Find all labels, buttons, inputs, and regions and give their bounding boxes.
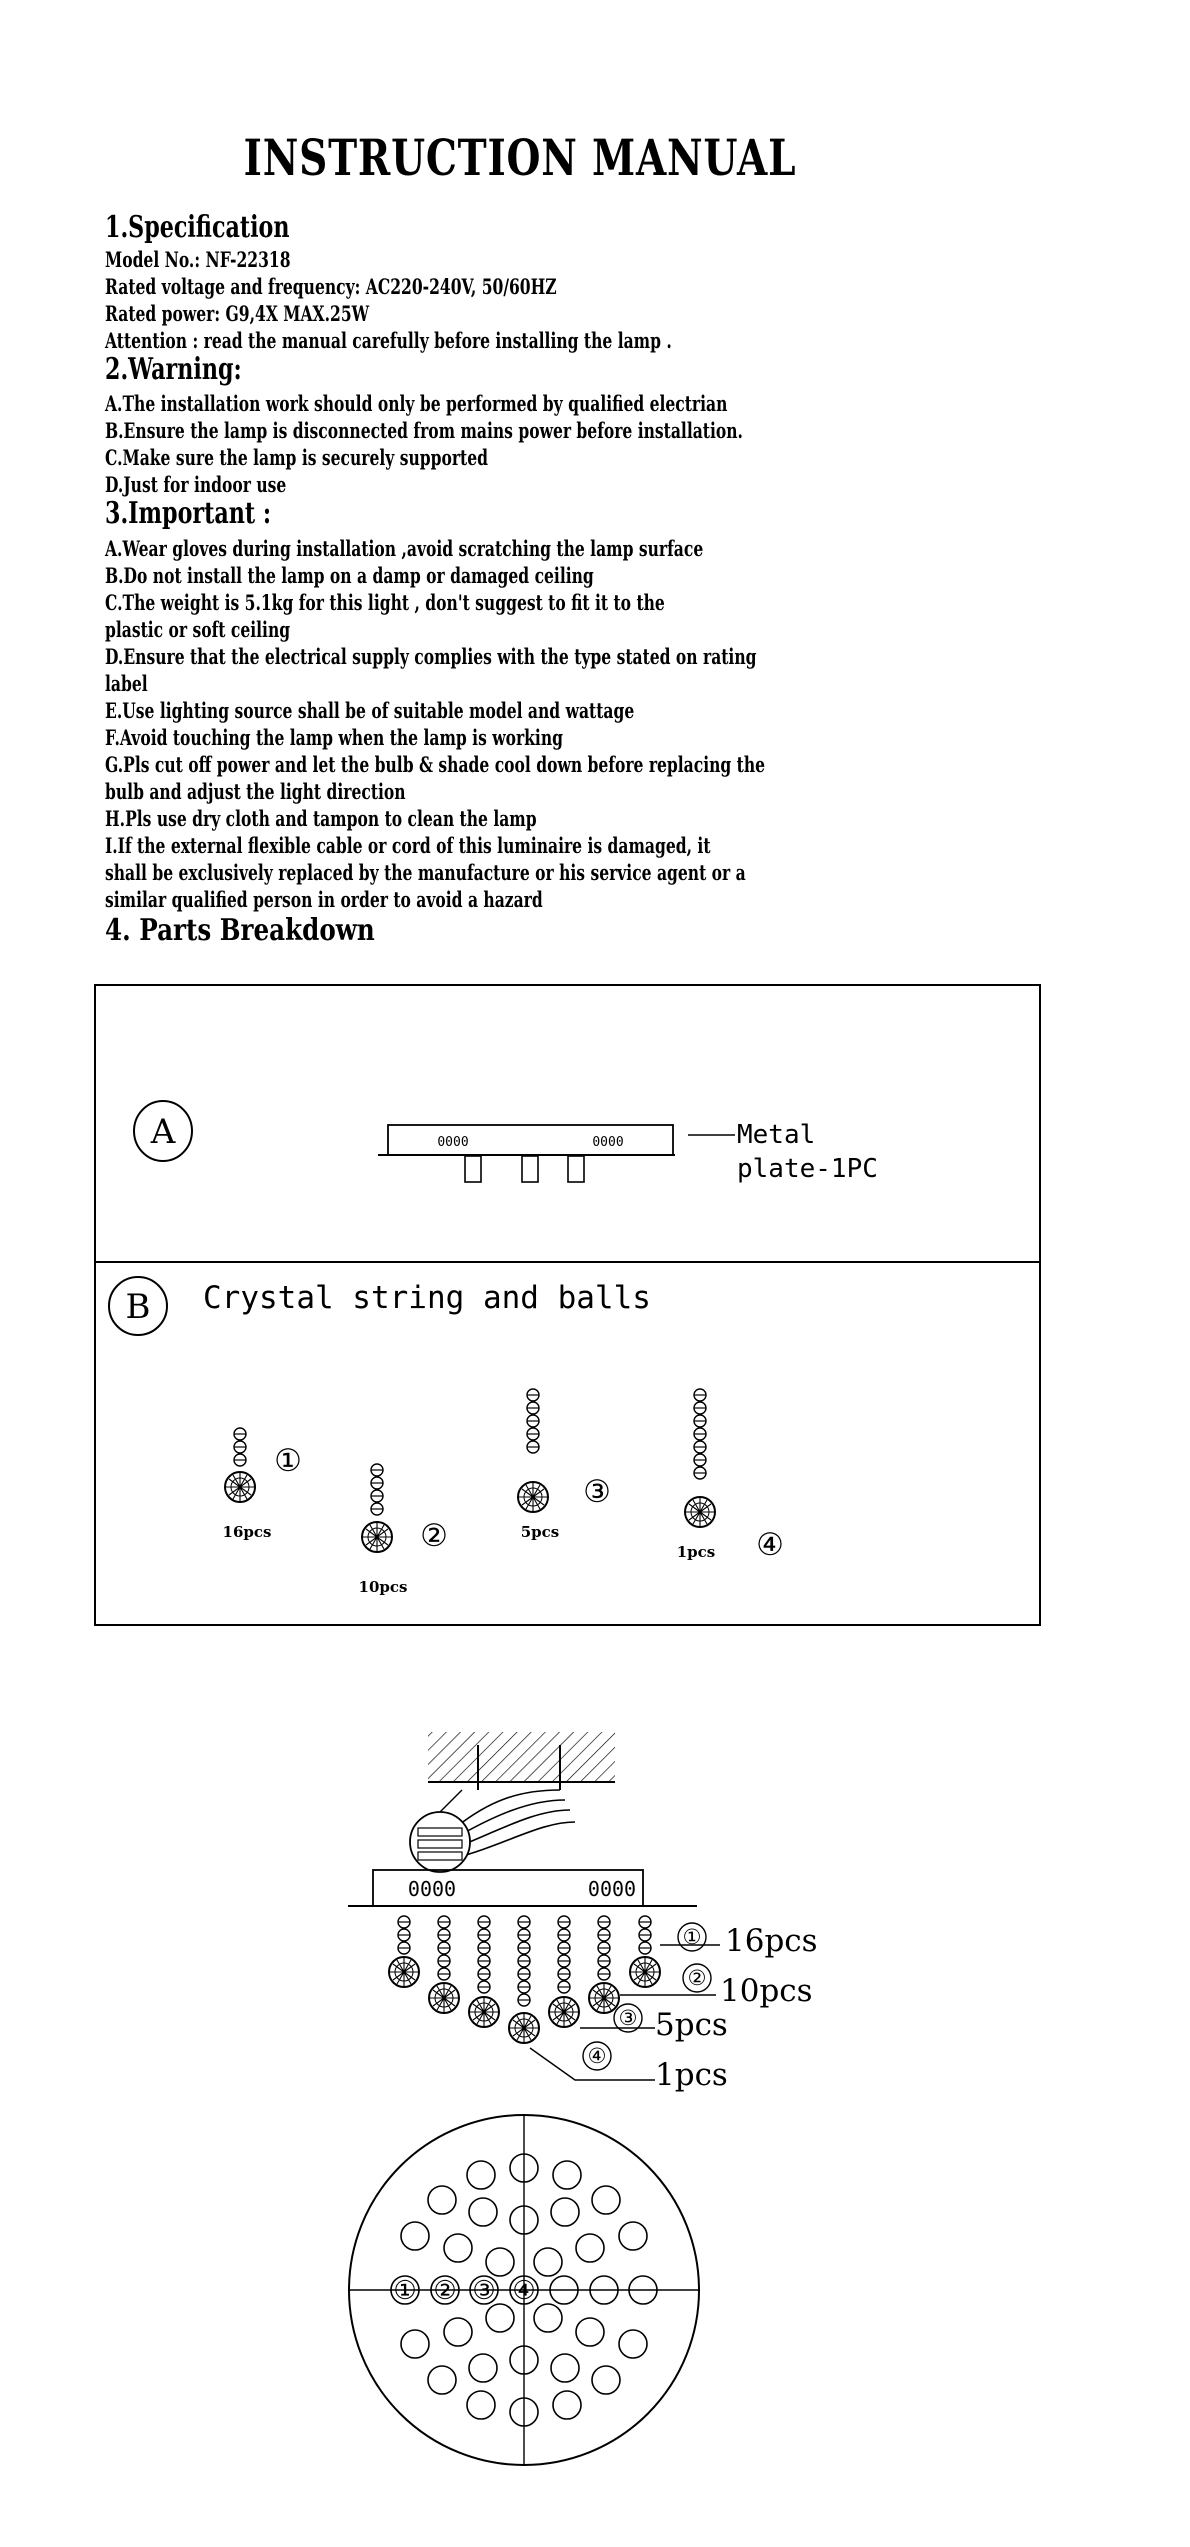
item-3-qty: 5pcs: [520, 1523, 560, 1541]
assembly-num-2: ②: [687, 1966, 707, 1990]
plate-holes-right: 0000: [592, 1135, 624, 1150]
metal-plate-drawing: [378, 1125, 735, 1182]
assembly-label-1pcs: 1pcs: [655, 2057, 728, 2093]
metal-label-1: Metal: [737, 1120, 816, 1150]
metal-label-2: plate-1PC: [737, 1154, 878, 1184]
spec-line: Rated voltage and frequency: AC220-240V, 50/60HZ: [105, 274, 557, 299]
item-2-number: ②: [420, 1518, 448, 1554]
important-line: bulb and adjust the light direction: [105, 779, 406, 804]
spec-line: Model No.: NF-22318: [105, 247, 291, 272]
important-line: A.Wear gloves during installation ,avoid scratching the lamp surface: [105, 536, 704, 561]
important-line: B.Do not install the lamp on a damp or damaged ceiling: [105, 563, 594, 588]
item-3-number: ③: [583, 1474, 611, 1510]
part-b-marker: [109, 1277, 167, 1335]
spec-line: Rated power: G9,4X MAX.25W: [105, 301, 370, 326]
item-1-number: ①: [274, 1443, 302, 1479]
assembly-label-16pcs: 16pcs: [725, 1923, 818, 1959]
crystal-string-1: [225, 1428, 255, 1502]
assembly-label-5pcs: 5pcs: [655, 2007, 728, 2043]
part-a-letter: A: [150, 1112, 176, 1152]
assembly-label-10pcs: 10pcs: [720, 1973, 813, 2009]
assembly-num-4: ④: [587, 2044, 607, 2068]
bottom-num-2: ②: [433, 2276, 457, 2306]
bottom-num-1: ①: [393, 2276, 417, 2306]
important-line: shall be exclusively replaced by the manufacture or his service agent or a: [105, 860, 746, 885]
item-2-qty: 10pcs: [358, 1578, 408, 1596]
crystal-string-2: [362, 1464, 392, 1552]
warning-line: A.The installation work should only be performed by qualified electrian: [105, 391, 728, 416]
warning-line: D.Just for indoor use: [105, 472, 287, 497]
item-4-qty: 1pcs: [676, 1543, 716, 1561]
part-b-letter: B: [125, 1287, 151, 1327]
important-line: F.Avoid touching the lamp when the lamp is working: [105, 725, 563, 750]
crystal-title: Crystal string and balls: [203, 1280, 651, 1316]
warning-line: B.Ensure the lamp is disconnected from mains power before installation.: [105, 418, 743, 443]
manual-title: INSTRUCTION MANUAL: [243, 128, 797, 187]
important-line: D.Ensure that the electrical supply complies with the type stated on rating: [105, 644, 757, 669]
bottom-num-3: ③: [472, 2276, 496, 2306]
warning-line: C.Make sure the lamp is securely supported: [105, 445, 488, 470]
parts-heading: 4. Parts Breakdown: [105, 913, 375, 948]
important-line: C.The weight is 5.1kg for this light , don't suggest to fit it to the: [105, 590, 665, 615]
assembly-num-3: ③: [618, 2006, 638, 2030]
canopy-holes-left: 0000: [407, 1877, 457, 1901]
plate-holes-left: 0000: [437, 1135, 469, 1150]
important-heading: 3.Important :: [105, 496, 272, 531]
important-line: E.Use lighting source shall be of suitable model and wattage: [105, 698, 635, 723]
spec-line: Attention : read the manual carefully before installing the lamp .: [105, 328, 672, 353]
assembly-num-1: ①: [682, 1925, 702, 1949]
ceiling-mount-drawing: [410, 1732, 615, 1872]
important-line: plastic or soft ceiling: [105, 617, 291, 642]
crystal-string-4: [685, 1389, 715, 1527]
canopy-drawing: [348, 1870, 697, 1906]
canopy-holes-right: 0000: [587, 1877, 637, 1901]
specification-heading: 1.Specification: [105, 210, 290, 245]
crystal-string-3: [518, 1389, 548, 1512]
warning-heading: 2.Warning:: [105, 352, 242, 387]
important-line: similar qualified person in order to avoid a hazard: [105, 887, 543, 912]
important-line: label: [105, 671, 148, 696]
item-1-qty: 16pcs: [222, 1523, 272, 1541]
item-4-number: ④: [756, 1527, 784, 1563]
part-a-marker: [134, 1101, 192, 1161]
important-line: I.If the external flexible cable or cord of this luminaire is damaged, it: [105, 833, 711, 858]
important-line: H.Pls use dry cloth and tampon to clean the lamp: [105, 806, 537, 831]
bottom-num-4: ④: [512, 2276, 536, 2306]
important-line: G.Pls cut off power and let the bulb & shade cool down before replacing the: [105, 752, 766, 777]
